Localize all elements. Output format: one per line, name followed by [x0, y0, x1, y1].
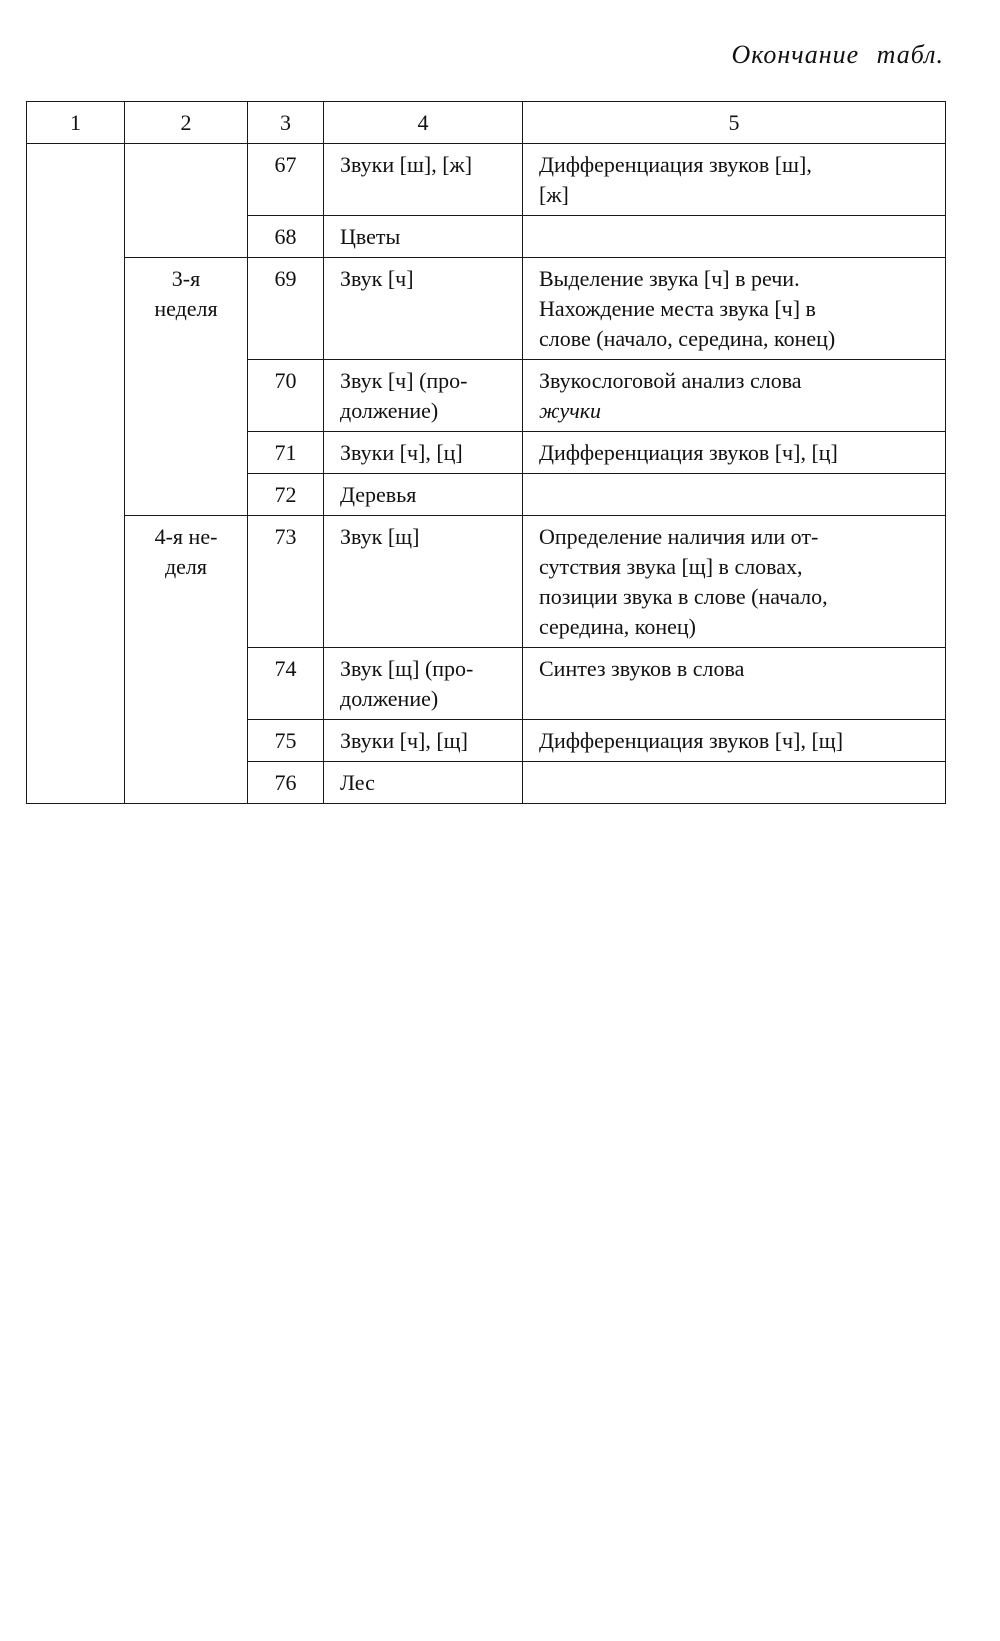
lesson-number: 72: [248, 474, 324, 516]
lesson-number: 71: [248, 432, 324, 474]
lesson-task: [523, 258, 946, 360]
table-row: [27, 144, 946, 216]
table-row: [27, 258, 946, 360]
task-line: слове (начало, середина, конец): [539, 326, 836, 351]
column-header-2: 2: [125, 102, 248, 144]
task-line: позиции звука в слове (начало,: [539, 584, 828, 609]
topic-line: Звук [ч] (про-: [340, 368, 468, 393]
task-example-word: жучки: [539, 398, 602, 423]
task-line: Определение наличия или от-: [539, 524, 819, 549]
lesson-topic: [324, 648, 523, 720]
task-line: [ж]: [539, 182, 569, 207]
lesson-number: 75: [248, 720, 324, 762]
lesson-number: 74: [248, 648, 324, 720]
week-label-line: 4-я не-: [154, 524, 218, 549]
lesson-topic: [324, 144, 523, 216]
topic-line: Звук [щ]: [340, 524, 420, 549]
topic-line: должение): [340, 686, 439, 711]
lesson-number: 69: [248, 258, 324, 360]
table-row: [27, 516, 946, 648]
column-header-5: 5: [523, 102, 946, 144]
lesson-topic: [324, 516, 523, 648]
lesson-topic: [324, 432, 523, 474]
task-line: Дифференциация звуков [ч], [ц]: [539, 440, 838, 465]
lesson-topic: [324, 474, 523, 516]
lesson-topic: [324, 360, 523, 432]
lesson-task: [523, 516, 946, 648]
week-label-line: неделя: [154, 296, 218, 321]
lesson-plan-table: [26, 101, 946, 804]
week-cell: [125, 144, 248, 258]
month-cell: [27, 144, 125, 804]
week-cell: [125, 516, 248, 804]
week-label-line: 3-я: [171, 266, 201, 291]
topic-line: Звуки [ш], [ж]: [340, 152, 473, 177]
topic-line: Лес: [340, 770, 375, 795]
lesson-number: 73: [248, 516, 324, 648]
topic-line: должение): [340, 398, 439, 423]
lesson-number: 68: [248, 216, 324, 258]
task-line: сутствия звука [щ] в словах,: [539, 554, 803, 579]
lesson-task: [523, 360, 946, 432]
lesson-task: [523, 648, 946, 720]
week-cell: [125, 258, 248, 516]
task-line: Звукослоговой анализ слова: [539, 368, 802, 393]
lesson-topic: [324, 762, 523, 804]
lesson-topic: [324, 258, 523, 360]
column-header-3: 3: [248, 102, 324, 144]
topic-line: Звук [ч]: [340, 266, 414, 291]
lesson-topic: [324, 720, 523, 762]
task-line: середина, конец): [539, 614, 696, 639]
lesson-task: [523, 432, 946, 474]
lesson-number: 70: [248, 360, 324, 432]
topic-line: Цветы: [340, 224, 401, 249]
task-line: Выделение звука [ч] в речи.: [539, 266, 800, 291]
task-line: Синтез звуков в слова: [539, 656, 745, 681]
lesson-task: [523, 720, 946, 762]
lesson-number: 67: [248, 144, 324, 216]
topic-line: Звуки [ч], [щ]: [340, 728, 468, 753]
column-header-4: 4: [324, 102, 523, 144]
week-label-line: деля: [164, 554, 208, 579]
task-line: Нахождение места звука [ч] в: [539, 296, 816, 321]
task-line: Дифференциация звуков [ч], [щ]: [539, 728, 844, 753]
lesson-task: [523, 216, 946, 258]
column-number-row: [27, 102, 946, 144]
lesson-task: [523, 762, 946, 804]
lesson-topic: [324, 216, 523, 258]
topic-line: Звук [щ] (про-: [340, 656, 474, 681]
lesson-task: [523, 474, 946, 516]
lesson-number: 76: [248, 762, 324, 804]
column-header-1: 1: [27, 102, 125, 144]
lesson-task: [523, 144, 946, 216]
topic-line: Деревья: [340, 482, 417, 507]
task-line: Дифференциация звуков [ш],: [539, 152, 812, 177]
table-continuation-caption: Окончание табл.: [731, 40, 944, 69]
topic-line: Звуки [ч], [ц]: [340, 440, 463, 465]
